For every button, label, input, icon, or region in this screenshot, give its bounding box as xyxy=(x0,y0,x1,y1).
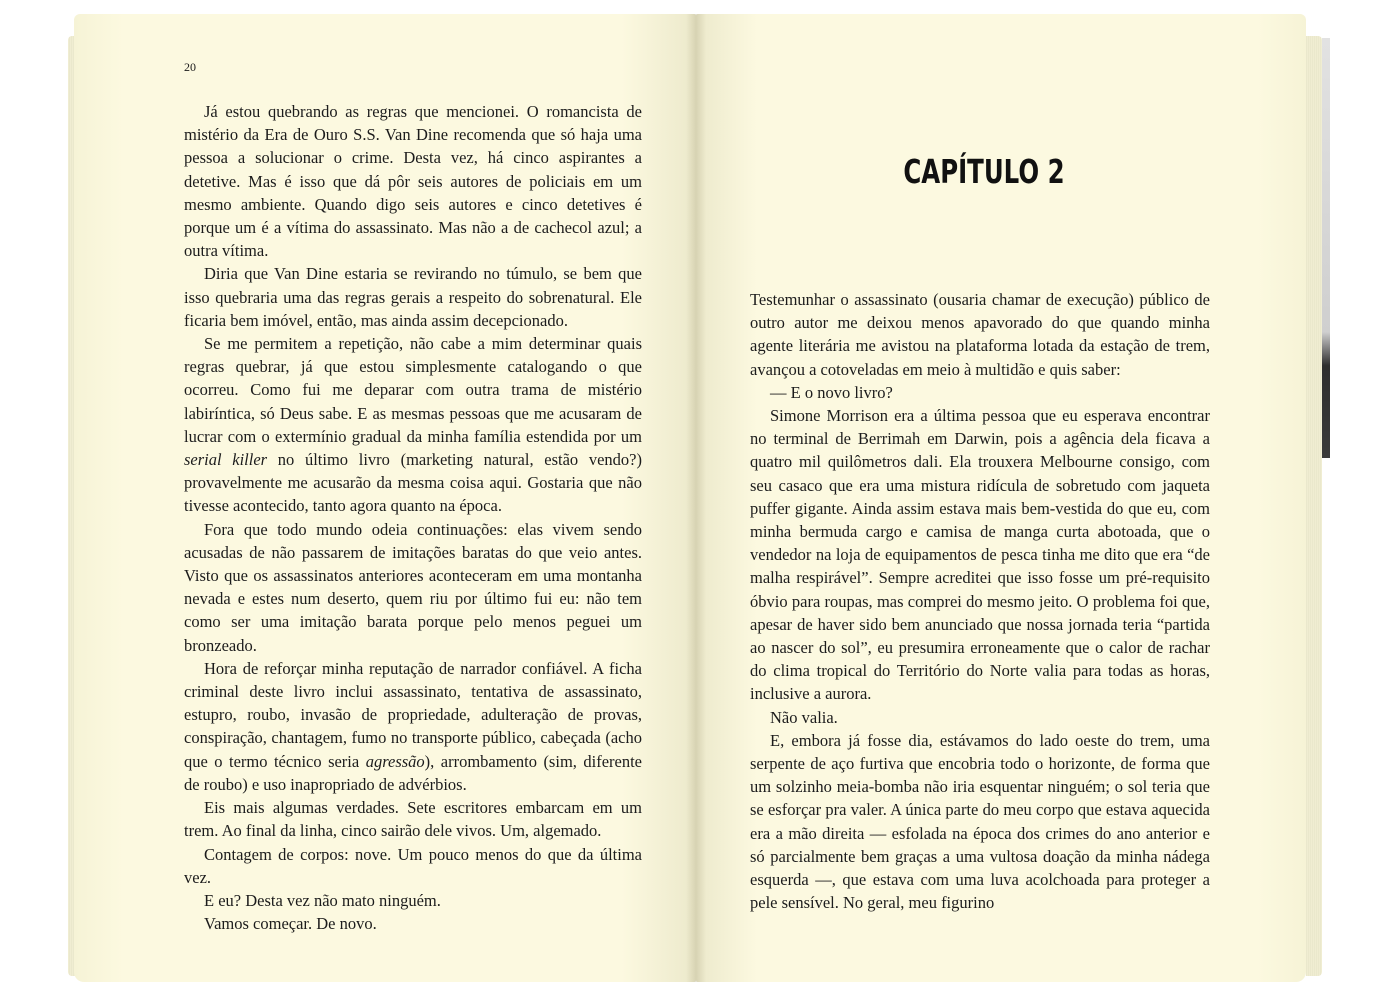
page-number: 20 xyxy=(184,60,196,74)
paragraph: Eis mais algumas verdades. Sete escritores embarcam em um trem. Ao final da linha, cinco sairão dele vivos. Um, algemado. xyxy=(184,798,642,841)
chapter-title: CAPÍTULO 2 xyxy=(903,152,1065,191)
left-page-text xyxy=(184,100,642,935)
paragraph: — E o novo livro? xyxy=(770,382,893,402)
right-page xyxy=(696,14,1306,982)
paragraph-text: Se me permitem a repetição, não cabe a mim determinar quais regras quebrar, já que estou simplesmente catalogando o que ocorreu. Como fui me deparar com outra trama de mistério labiríntica, só Deus sabe. E as mesmas pessoas que me acusaram de lucrar com o extermínio gradual da minha família estendida por um xyxy=(184,334,642,446)
italic-term: agressão xyxy=(365,751,425,771)
paragraph: Fora que todo mundo odeia continuações: elas vivem sendo acusadas de não passarem de imitações baratas do que veio antes. Visto que os assassinatos anteriores aconteceram em uma montanha nevada e estes num deserto, quem riu por último fui eu: não tem como ser uma imitação barata porque pelo menos peguei um bronzeado. xyxy=(184,519,642,655)
book-gutter xyxy=(686,14,706,982)
page-edges-right xyxy=(1306,36,1322,976)
left-page xyxy=(74,14,696,982)
paragraph: Não valia. xyxy=(770,707,838,727)
paragraph: Já estou quebrando as regras que mencionei. O romancista de mistério da Era de Ouro S.S. Van Dine recomenda que só haja uma pessoa a solucionar o crime. Desta vez, há cinco aspirantes a detetive. Mas é isso que dá pôr seis autores de policiais em um mesmo ambiente. Quando digo seis autores e cinco detetives é porque um é a vítima do assassinato. Mas não a de cachecol azul; a outra vítima. xyxy=(184,102,642,261)
italic-term: serial killer xyxy=(184,450,268,470)
paragraph xyxy=(184,332,642,518)
paragraph: Contagem de corpos: nove. Um pouco menos do que da última vez. xyxy=(184,844,642,887)
right-page-text xyxy=(750,288,1210,914)
paragraph-text: ), arrombamento (sim, diferente de roubo) e uso inapropriado de advérbios. xyxy=(184,751,642,794)
bookmark-tab xyxy=(1322,38,1330,458)
paragraph: Testemunhar o assassinato (ousaria chamar de execução) público de outro autor me deixou menos apavorado do que quando minha agente literária me avistou na plataforma lotada da estação de trem, avançou a cotoveladas em meio à multidão e quis saber: xyxy=(750,290,1210,379)
paragraph-text: Hora de reforçar minha reputação de narrador confiável. A ficha criminal deste livro inclui assassinato, tentativa de assassinato, estupro, roubo, invasão de propriedade, adulteração de provas, conspiração, chantagem, fumo no transporte público, cabeçada (acho que o termo técnico seria xyxy=(184,658,642,771)
paragraph xyxy=(184,657,642,796)
paragraph: Diria que Van Dine estaria se revirando no túmulo, se bem que isso quebraria uma das regras gerais a respeito do sobrenatural. Ele ficaria bem imóvel, então, mas ainda assim decepcionado. xyxy=(184,264,642,330)
paragraph: E eu? Desta vez não mato ninguém. xyxy=(204,890,441,910)
paragraph: E, embora já fosse dia, estávamos do lado oeste do trem, uma serpente de aço furtiva que encobria todo o horizonte, de forma que um solzinho meia-bomba não iria esquentar ninguém; o sol teria que se esforçar pra valer. A única parte do meu corpo que estava aquecida era a mão direita — esfolada na época dos crimes do ano anterior e só parcialmente bem graças a uma vultosa doação da minha nádega esquerda —, que estava com uma luva acolchoada para proteger a pele sensível. No geral, meu figurino xyxy=(750,730,1210,913)
paragraph: Vamos começar. De novo. xyxy=(204,914,377,934)
paragraph-text: no último livro (marketing natural, estão vendo?) provavelmente me acusarão da mesma coisa aqui. Gostaria que não tivesse acontecido, tanto agora quanto na época. xyxy=(184,450,642,516)
paragraph: Simone Morrison era a última pessoa que eu esperava encontrar no terminal de Berrimah em Darwin, pois a agência dela ficava a quatro mil quilômetros dali. Ela trouxera Melbourne consigo, com seu casaco que era uma mistura ridícula de sobretudo com jaqueta puffer gigante. Ainda assim estava mais bem-vestida do que eu, com minha bermuda cargo e camisa de manga curta abotoada, que o vendedor na loja de equipamentos de pesca tinha me dito que era “de malha respirável”. Sempre acreditei que isso fosse um pré-requisito óbvio para roupas, mas comprei do mesmo jeito. O problema foi que, apesar de haver sido bem anunciado que nossa jornada teria “partida ao nascer do sol”, eu presumira erroneamente que o calor de rachar do clima tropical do Território do Norte valia para todas as horas, inclusive a aurora. xyxy=(750,406,1210,704)
open-book xyxy=(68,14,1330,986)
